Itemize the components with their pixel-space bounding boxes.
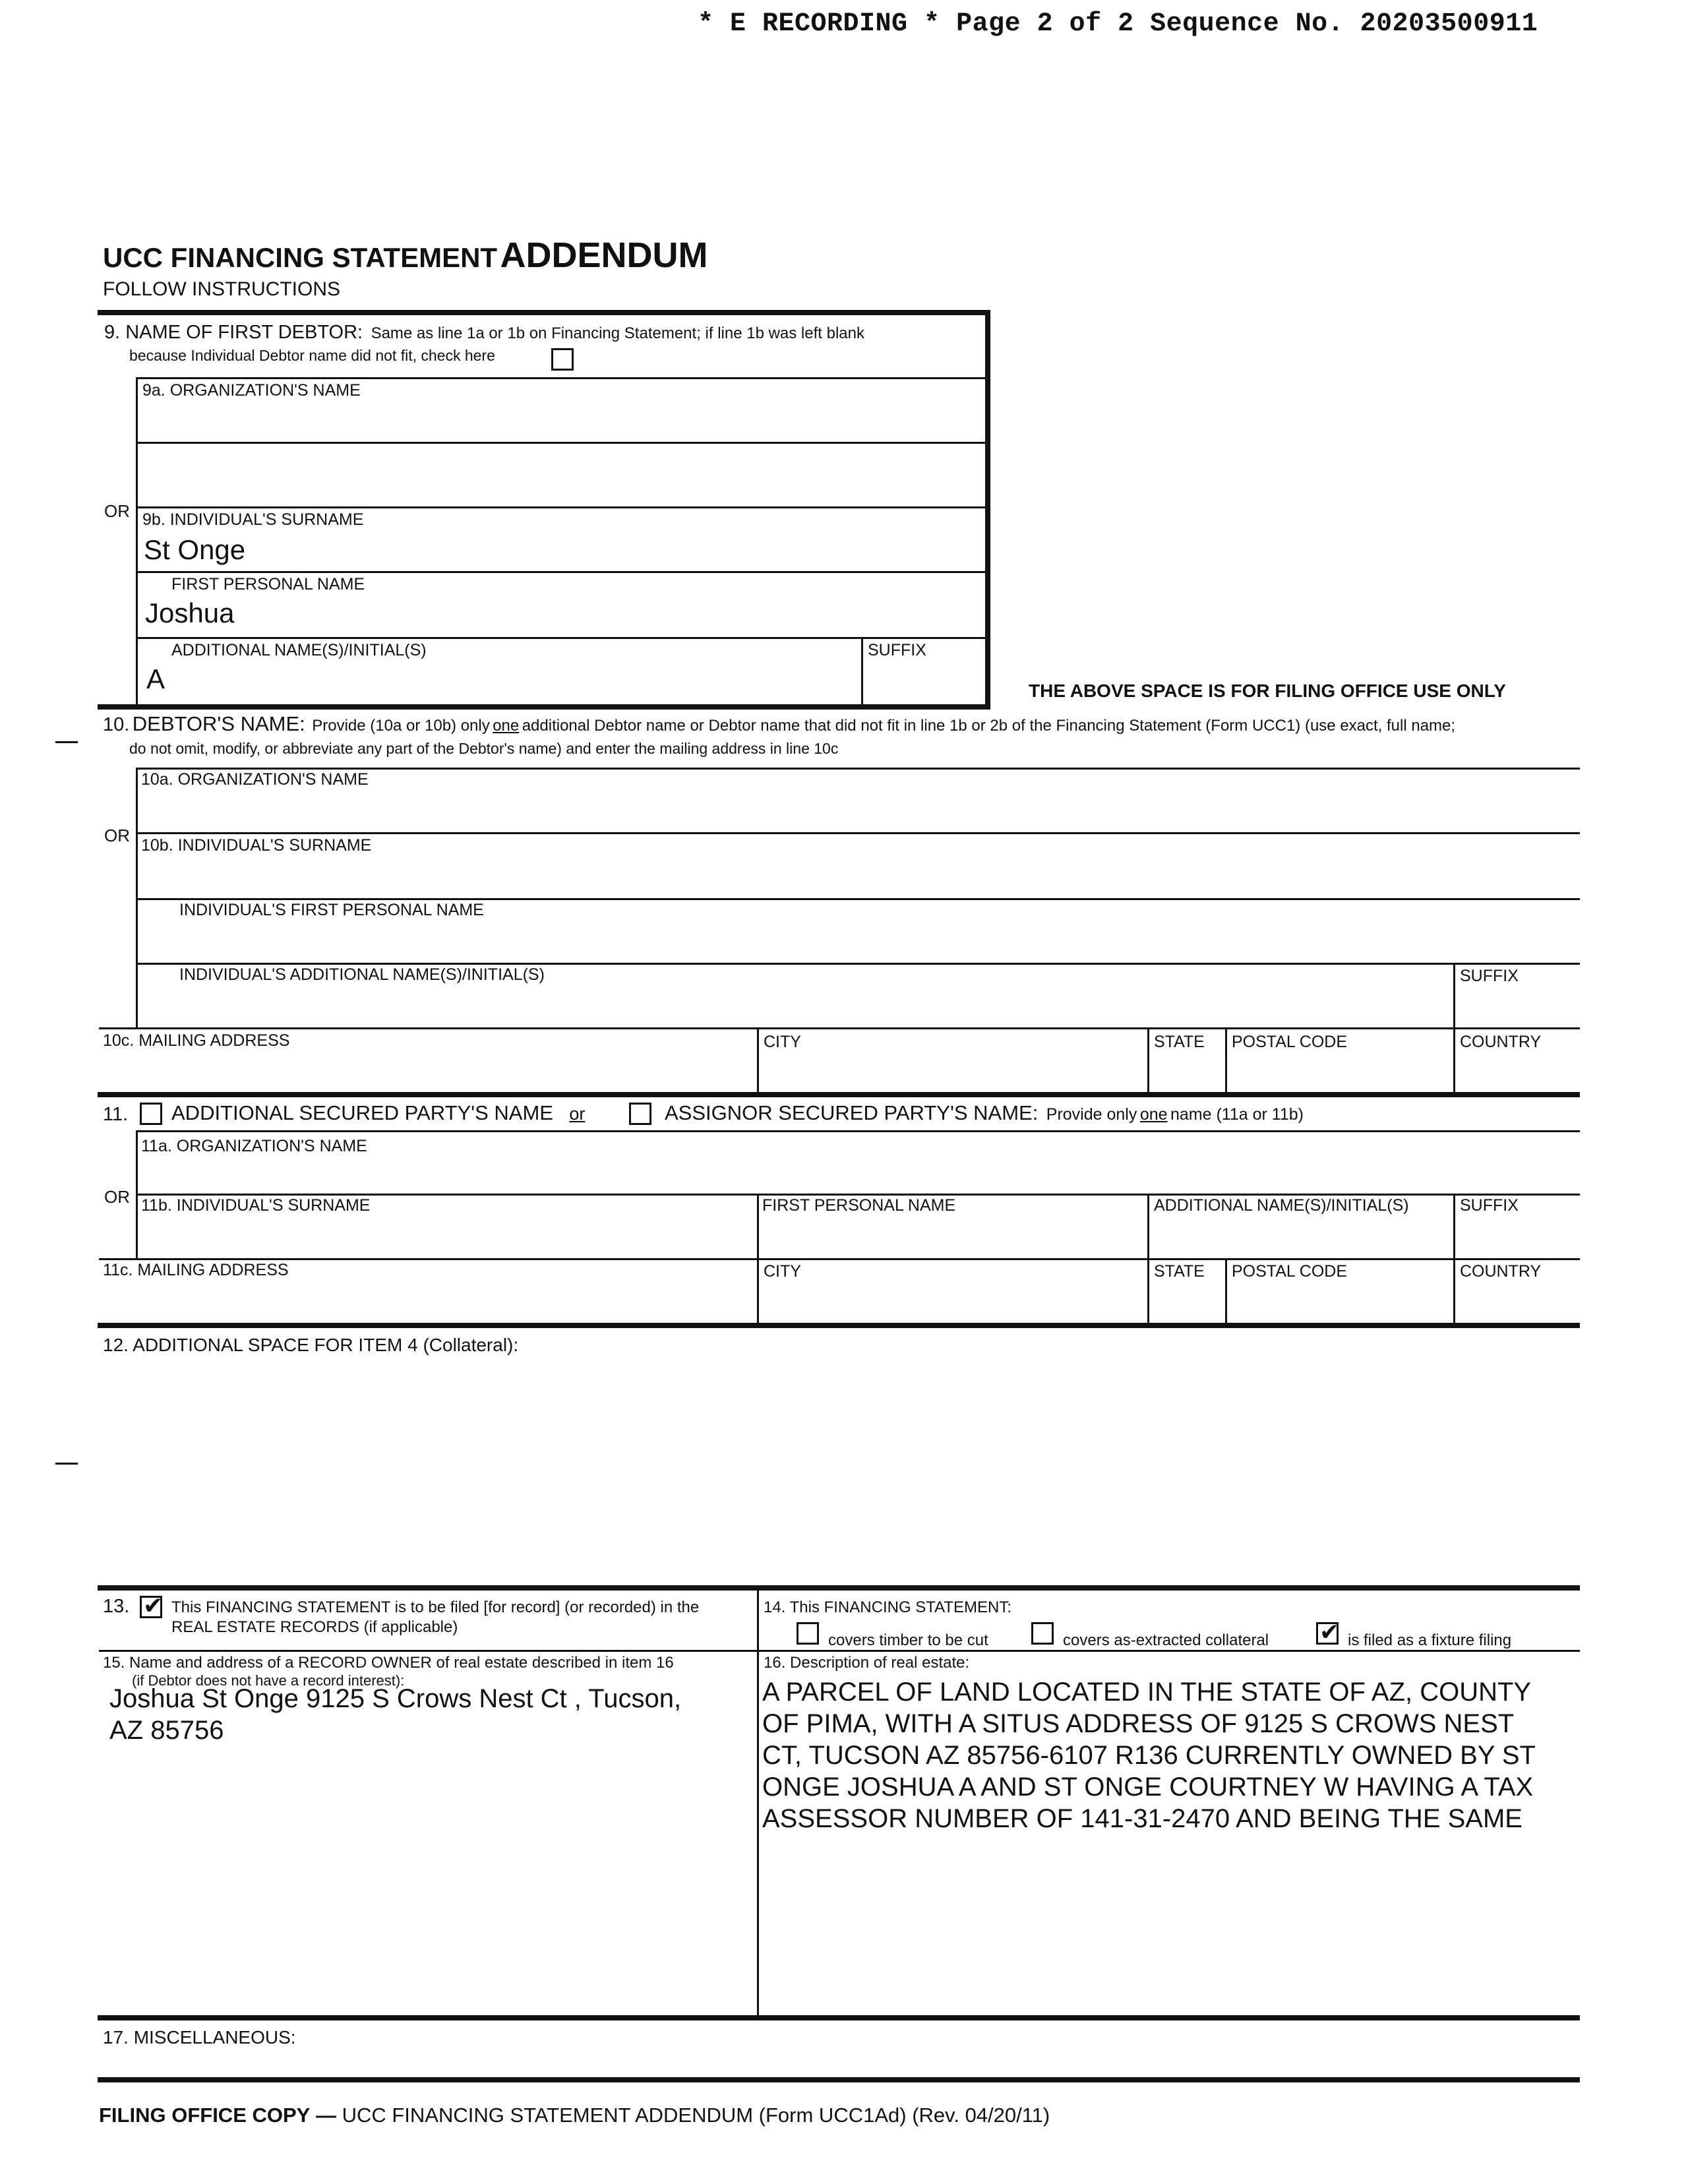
item17-top-border: [98, 2015, 1580, 2020]
item10-postal-divider: [1225, 1027, 1227, 1093]
item9-desc-line2: because Individual Debtor name did not fit, check here: [129, 347, 495, 364]
item14-timber-checkbox[interactable]: [797, 1622, 819, 1645]
item11b-rule: [99, 1258, 1580, 1260]
follow-instructions: FOLLOW INSTRUCTIONS: [103, 278, 341, 300]
item9b-surname-value: St Onge: [144, 534, 246, 565]
item10-postal-label: POSTAL CODE: [1232, 1033, 1348, 1051]
footer-dash: —: [315, 2104, 336, 2127]
item11-additional-name-label: ADDITIONAL NAME(S)/INITIAL(S): [1154, 1196, 1409, 1215]
item9-suffix-label: SUFFIX: [868, 641, 926, 659]
footer-rest: UCC FINANCING STATEMENT ADDENDUM (Form UCC1Ad) (Rev. 04/20/11): [342, 2104, 1050, 2127]
item10-additional-rule: [99, 1027, 1580, 1029]
item10-label: 10. DEBTOR'S NAME: Provide (10a or 10b) only one additional Debtor name or Debtor name that did not fit in line 1b or 2b of the Financing Statement (Form UCC1) (use exact, full name;: [103, 712, 1456, 735]
item9-or: OR: [104, 501, 130, 521]
item13-top-border: [98, 1585, 1580, 1591]
form-title-main: UCC FINANCING STATEMENT: [103, 242, 498, 273]
item10-top-rule: [136, 768, 1580, 770]
item17-label: 17. MISCELLANEOUS:: [103, 2027, 296, 2048]
item11-state-label: STATE: [1154, 1262, 1205, 1281]
item9-right-border: [985, 310, 990, 707]
item10-country-label: COUNTRY: [1460, 1033, 1542, 1051]
item9-additional-label: ADDITIONAL NAME(S)/INITIAL(S): [171, 641, 427, 659]
margin-tick-1: [55, 741, 78, 743]
item9b-label: 9b. INDIVIDUAL'S SURNAME: [142, 510, 364, 529]
item11-rule: [136, 1130, 1580, 1132]
form-title-addendum: ADDENDUM: [500, 235, 708, 275]
item10b-rule: [136, 898, 1580, 900]
item14-fixture-label: is filed as a fixture filing: [1348, 1631, 1512, 1649]
item10-first-label: INDIVIDUAL'S FIRST PERSONAL NAME: [179, 901, 484, 919]
item10b-label: 10b. INDIVIDUAL'S SURNAME: [141, 836, 372, 855]
item10c-label: 10c. MAILING ADDRESS: [103, 1031, 290, 1050]
item14-extracted-label: covers as-extracted collateral: [1063, 1631, 1269, 1649]
item15-sublabel: (if Debtor does not have a record interest):: [132, 1672, 405, 1689]
item11a-label: 11a. ORGANIZATION'S NAME: [141, 1137, 367, 1155]
recording-header: * E RECORDING * Page 2 of 2 Sequence No. 20203500911: [698, 9, 1538, 39]
item9-left-border: [136, 377, 138, 707]
margin-tick-2: [55, 1463, 78, 1465]
item15-value-line1: Joshua St Onge 9125 S Crows Nest Ct , Tucson,: [109, 1684, 682, 1713]
item16-line: CT, TUCSON AZ 85756-6107 R136 CURRENTLY OWNED BY ST: [762, 1741, 1536, 1770]
item11-country-label: COUNTRY: [1460, 1262, 1542, 1281]
footer-top-border: [98, 2077, 1580, 2082]
item10-state-label: STATE: [1154, 1033, 1205, 1051]
item11-top-border: [98, 1092, 1580, 1097]
item11-postal-label: POSTAL CODE: [1232, 1262, 1348, 1281]
item11b-label: 11b. INDIVIDUAL'S SURNAME: [141, 1196, 371, 1215]
item13-line1: This FINANCING STATEMENT is to be filed [for record] (or recorded) in the: [171, 1598, 700, 1616]
item10-or: OR: [104, 826, 130, 845]
item9a-rule2: [136, 506, 986, 508]
item16-line: ASSESSOR NUMBER OF 141-31-2470 AND BEING THE SAME: [762, 1804, 1522, 1833]
item9-first-value: Joshua: [145, 597, 235, 628]
item11-assignor-label: ASSIGNOR SECURED PARTY'S NAME: Provide only one name (11a or 11b): [665, 1101, 1304, 1124]
item9-suffix-divider: [861, 637, 863, 707]
item10a-label: 10a. ORGANIZATION'S NAME: [141, 770, 369, 789]
item15-top-rule: [99, 1650, 1580, 1652]
footer: [99, 2104, 1050, 2127]
item9a-label: 9a. ORGANIZATION'S NAME: [142, 381, 361, 400]
item14-extracted-checkbox[interactable]: [1031, 1622, 1054, 1645]
filing-office-note: THE ABOVE SPACE IS FOR FILING OFFICE USE ONLY: [1029, 681, 1506, 701]
item9-first-rule: [136, 637, 986, 639]
item11-suffix-label: SUFFIX: [1460, 1196, 1519, 1215]
form-title: [103, 235, 708, 276]
item11-city-label: CITY: [764, 1262, 801, 1281]
item15-value-line2: AZ 85756: [109, 1716, 224, 1745]
item9-checkbox[interactable]: [551, 348, 574, 371]
item10-desc-line2: do not omit, modify, or abbreviate any part of the Debtor's name) and enter the mailing address in line 10c: [129, 740, 839, 757]
item9-bottom-border: [98, 704, 990, 710]
item9-top-border: [98, 310, 990, 315]
item9-label: 9. NAME OF FIRST DEBTOR: Same as line 1a or 1b on Financing Statement; if line 1b was left blank: [104, 322, 864, 343]
item14-timber-label: covers timber to be cut: [828, 1631, 988, 1649]
item14-label: 14. This FINANCING STATEMENT:: [764, 1598, 1012, 1616]
item11-or: OR: [104, 1187, 130, 1207]
item16-label: 16. Description of real estate:: [764, 1654, 970, 1672]
item11-assignor-checkbox[interactable]: [629, 1103, 651, 1125]
item11a-rule: [136, 1194, 1580, 1196]
item10a-rule: [136, 832, 1580, 834]
item9b-rule: [136, 571, 986, 573]
item11-additional-checkbox[interactable]: [140, 1103, 162, 1125]
item11-first-label: FIRST PERSONAL NAME: [762, 1196, 956, 1215]
item10-city-divider: [757, 1027, 759, 1093]
item11-num: 11.: [103, 1104, 129, 1125]
item16-line: A PARCEL OF LAND LOCATED IN THE STATE OF AZ, COUNTY: [762, 1678, 1532, 1707]
item11-additional-label: ADDITIONAL SECURED PARTY'S NAME or: [171, 1101, 586, 1124]
item16-line: ONGE JOSHUA A AND ST ONGE COURTNEY W HAVING A TAX: [762, 1773, 1534, 1802]
item13-checkbox[interactable]: [140, 1596, 162, 1618]
item9a-rule: [136, 442, 986, 444]
item11-postal-divider: [1225, 1258, 1227, 1325]
item9-additional-value: A: [146, 663, 166, 694]
item10-state-divider: [1147, 1027, 1149, 1093]
item13-num: 13.: [103, 1596, 130, 1617]
item13-line2: REAL ESTATE RECORDS (if applicable): [171, 1618, 458, 1636]
item12-top-border: [98, 1323, 1580, 1328]
item9-rule: [136, 377, 986, 379]
footer-bold: FILING OFFICE COPY: [99, 2104, 311, 2127]
item13-14-divider: [757, 1588, 759, 2018]
item11c-label: 11c. MAILING ADDRESS: [103, 1261, 289, 1279]
item15-label: 15. Name and address of a RECORD OWNER of real estate described in item 16: [103, 1654, 674, 1672]
item10-city-label: CITY: [764, 1033, 801, 1051]
item12-label: 12. ADDITIONAL SPACE FOR ITEM 4 (Collateral):: [103, 1335, 519, 1355]
item10-suffix-label: SUFFIX: [1460, 967, 1519, 985]
item9-first-label: FIRST PERSONAL NAME: [171, 575, 365, 593]
item16-line: OF PIMA, WITH A SITUS ADDRESS OF 9125 S CROWS NEST: [762, 1709, 1515, 1738]
item10-additional-label: INDIVIDUAL'S ADDITIONAL NAME(S)/INITIAL(S): [179, 965, 545, 984]
item10-first-rule: [136, 963, 1580, 965]
item14-fixture-checkbox[interactable]: [1316, 1622, 1339, 1645]
